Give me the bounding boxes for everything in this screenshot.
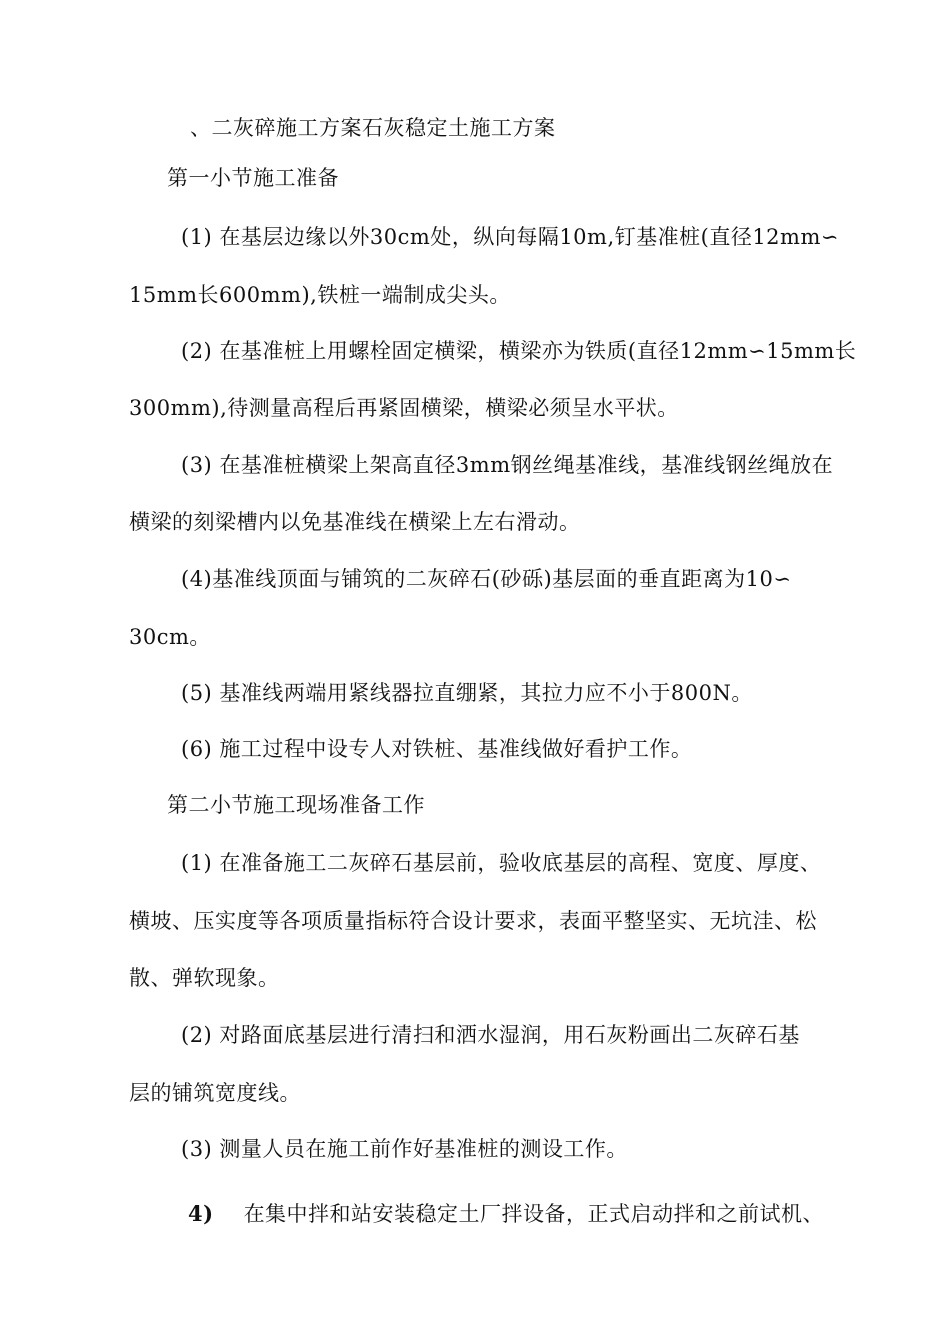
section2-item1-line1: (1) 在准备施工二灰碎石基层前，验收底基层的高程、宽度、厚度、 <box>181 851 822 875</box>
section1-item2-line1: (2) 在基准桩上用螺栓固定横梁，横梁亦为铁质(直径12mm∽15mm长 <box>181 339 857 363</box>
document-title: 、二灰碎施工方案石灰稳定土施工方案 <box>190 116 556 140</box>
section1-heading: 第一小节施工准备 <box>167 166 339 190</box>
section1-item2-line2: 300mm),待测量高程后再紧固横梁，横梁必须呈水平状。 <box>129 396 679 420</box>
section1-item3-line1: (3) 在基准桩横梁上架高直径3mm钢丝绳基准线，基准线钢丝绳放在 <box>181 453 834 477</box>
section2-item1-line2: 横坡、压实度等各项质量指标符合设计要求，表面平整坚实、无坑洼、松 <box>129 909 817 933</box>
section2-item2-line2: 层的铺筑宽度线。 <box>129 1081 301 1105</box>
section1-item4-line2: 30cm。 <box>129 625 211 649</box>
section2-heading: 第二小节施工现场准备工作 <box>167 793 425 817</box>
section1-item6: (6) 施工过程中设专人对铁桩、基准线做好看护工作。 <box>181 737 693 761</box>
section1-item1-line2: 15mm长600mm),铁桩一端制成尖头。 <box>129 283 511 307</box>
section1-item4-line1: (4)基准线顶面与铺筑的二灰碎石(砂砾)基层面的垂直距离为10∽ <box>181 567 792 591</box>
section2-item1-line3: 散、弹软现象。 <box>129 966 280 990</box>
section1-item1-line1: (1) 在基层边缘以外30cm处，纵向每隔10m,钉基准桩(直径12mm∽ <box>181 225 839 249</box>
section2-item4-text: 在集中拌和站安装稳定土厂拌设备，正式启动拌和之前试机、 <box>243 1202 825 1226</box>
section2-item4-number: 4) <box>188 1201 214 1226</box>
section2-item2-line1: (2) 对路面底基层进行清扫和洒水湿润，用石灰粉画出二灰碎石基 <box>181 1023 800 1047</box>
section2-item3: (3) 测量人员在施工前作好基准桩的测设工作。 <box>181 1137 628 1161</box>
section1-item5: (5) 基准线两端用紧线器拉直绷紧，其拉力应不小于800N。 <box>181 681 753 705</box>
section1-item3-line2: 横梁的刻梁槽内以免基准线在横梁上左右滑动。 <box>129 510 581 534</box>
section2-item4 <box>188 1199 824 1229</box>
